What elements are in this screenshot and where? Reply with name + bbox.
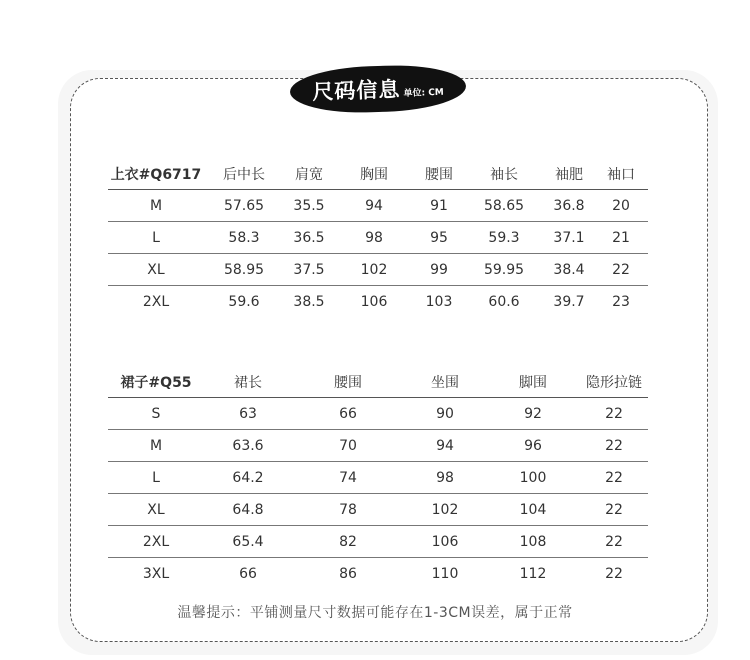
- table-cell: 63: [204, 398, 292, 430]
- table-cell: 20: [594, 190, 648, 222]
- table-cell: 21: [594, 222, 648, 254]
- table-header-row: [108, 367, 648, 398]
- measurement-tip: 温馨提示：平铺测量尺寸数据可能存在1-3CM误差，属于正常: [177, 605, 573, 621]
- table-row: [108, 526, 648, 558]
- table-cell: 2XL: [108, 526, 204, 558]
- table-cell: M: [108, 430, 204, 462]
- table-cell: 39.7: [553, 293, 585, 310]
- table-cell: 90: [404, 398, 486, 430]
- table-row: [108, 254, 648, 286]
- table-cell: 106: [360, 293, 388, 310]
- table-header-cell: 隐形拉链: [580, 367, 648, 398]
- table-header-cell: 腰围: [292, 367, 404, 398]
- table-cell: 22: [580, 462, 648, 494]
- table-header-cell: 裙子#Q55: [108, 367, 204, 398]
- table-cell: 37.5: [284, 254, 334, 286]
- table-cell: 59.95: [464, 254, 544, 286]
- table-cell: XL: [108, 494, 204, 526]
- table-cell: 70: [292, 430, 404, 462]
- table-header-cell: 胸围: [334, 159, 414, 190]
- table-cell: 66: [239, 565, 257, 582]
- table-cell: 37.1: [544, 222, 594, 254]
- table-header-cell: 袖肥: [544, 159, 594, 190]
- table-row: [108, 558, 648, 590]
- page-title: 尺码信息: [311, 77, 401, 105]
- table-cell: 59.6: [228, 293, 260, 310]
- table-row: [108, 494, 648, 526]
- table-cell: 2XL: [142, 293, 170, 310]
- table-header-cell: 脚围: [486, 367, 580, 398]
- table-row: [108, 462, 648, 494]
- table-cell: 98: [404, 462, 486, 494]
- table-cell: 82: [292, 526, 404, 558]
- table-cell: 96: [486, 430, 580, 462]
- table-cell: 98: [334, 222, 414, 254]
- table-cell: 74: [292, 462, 404, 494]
- table-cell: 100: [486, 462, 580, 494]
- table-header-cell: 袖口: [594, 159, 648, 190]
- table-header-cell: 腰围: [414, 159, 464, 190]
- table-cell: 58.3: [204, 222, 284, 254]
- table-cell: 108: [486, 526, 580, 558]
- table-cell: 104: [486, 494, 580, 526]
- table-cell: 58.65: [464, 190, 544, 222]
- table-cell: 91: [414, 190, 464, 222]
- table-header-cell: 袖长: [464, 159, 544, 190]
- unit-label: 单位: CM: [403, 87, 444, 99]
- table-cell: 94: [404, 430, 486, 462]
- table-cell: XL: [108, 254, 204, 286]
- table-header-cell: 后中长: [204, 159, 284, 190]
- table-cell: 35.5: [284, 190, 334, 222]
- table-header-cell: 坐围: [404, 367, 486, 398]
- table-row: [108, 190, 648, 222]
- table-cell: 86: [339, 565, 357, 582]
- table-cell: 60.6: [488, 293, 520, 310]
- table-row: [108, 286, 648, 318]
- table-row: [108, 222, 648, 254]
- table-cell: 22: [580, 398, 648, 430]
- top-size-table: [108, 159, 648, 317]
- table-cell: 36.5: [284, 222, 334, 254]
- table-cell: 57.65: [204, 190, 284, 222]
- table-cell: 102: [404, 494, 486, 526]
- table-cell: L: [108, 462, 204, 494]
- skirt-size-table: [108, 367, 648, 589]
- table-cell: 22: [580, 526, 648, 558]
- table-cell: 22: [605, 565, 623, 582]
- table-cell: 103: [425, 293, 453, 310]
- table-cell: 95: [414, 222, 464, 254]
- table-cell: 66: [292, 398, 404, 430]
- table-cell: 3XL: [142, 565, 170, 582]
- table-cell: 63.6: [204, 430, 292, 462]
- table-cell: S: [108, 398, 204, 430]
- table-header-cell: 上衣#Q6717: [108, 159, 204, 190]
- table-header-cell: 肩宽: [284, 159, 334, 190]
- table-cell: 22: [594, 254, 648, 286]
- table-cell: M: [108, 190, 204, 222]
- table-cell: 38.5: [293, 293, 325, 310]
- table-row: [108, 398, 648, 430]
- table-cell: L: [108, 222, 204, 254]
- table-cell: 64.2: [204, 462, 292, 494]
- table-cell: 102: [334, 254, 414, 286]
- table-cell: 22: [580, 494, 648, 526]
- table-cell: 23: [612, 293, 630, 310]
- table-cell: 58.95: [204, 254, 284, 286]
- table-row: [108, 430, 648, 462]
- table-cell: 38.4: [544, 254, 594, 286]
- table-cell: 59.3: [464, 222, 544, 254]
- table-cell: 65.4: [204, 526, 292, 558]
- table-cell: 99: [414, 254, 464, 286]
- table-header-row: [108, 159, 648, 190]
- table-cell: 94: [334, 190, 414, 222]
- table-cell: 64.8: [204, 494, 292, 526]
- table-cell: 36.8: [544, 190, 594, 222]
- table-cell: 112: [519, 565, 547, 582]
- table-cell: 78: [292, 494, 404, 526]
- table-cell: 22: [580, 430, 648, 462]
- table-cell: 110: [431, 565, 459, 582]
- table-cell: 106: [404, 526, 486, 558]
- table-cell: 92: [486, 398, 580, 430]
- table-header-cell: 裙长: [204, 367, 292, 398]
